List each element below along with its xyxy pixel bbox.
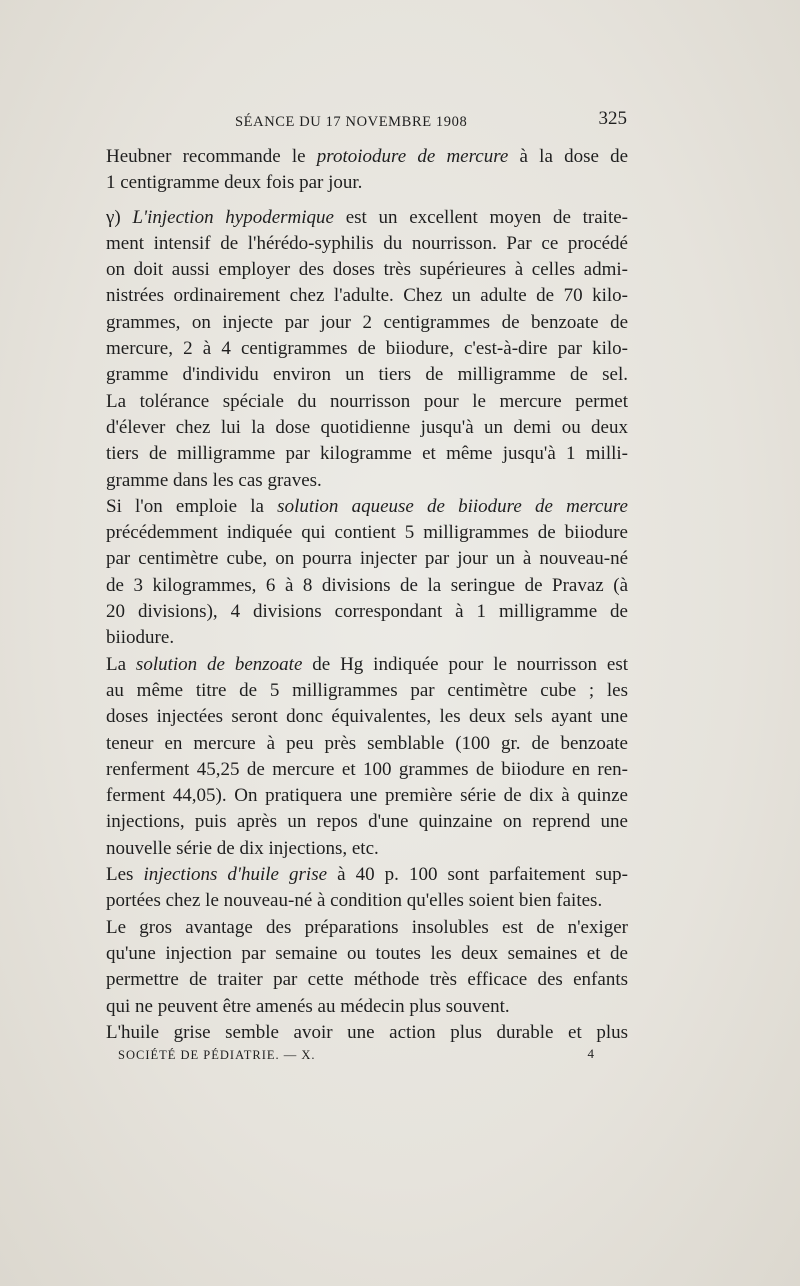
- text-line: ferment 44,05). On pratiquera une première série de dix à quinze: [106, 785, 628, 807]
- text-line: renferment 45,25 de mercure et 100 grammes de biiodure en ren-: [106, 758, 628, 780]
- text-line: d'élever chez lui la dose quotidienne jusqu'à un demi ou deux: [106, 416, 628, 438]
- text-line: La tolérance spéciale du nourrisson pour le mercure permet: [106, 390, 628, 412]
- text-line: permettre de traiter par cette méthode très efficace des enfants: [106, 969, 628, 991]
- text-line: nouvelle série de dix injections, etc.: [106, 837, 379, 859]
- text-line: Les injections d'huile grise à 40 p. 100 sont parfaitement sup-: [106, 864, 628, 886]
- body-text: [106, 144, 628, 1046]
- signature-text: SOCIÉTÉ DE PÉDIATRIE. — X.: [118, 1048, 316, 1062]
- text-line: ment intensif de l'hérédo-syphilis du nourrisson. Par ce procédé: [106, 232, 628, 254]
- running-title: SÉANCE DU 17 NOVEMBRE 1908: [235, 114, 468, 130]
- text-line: biiodure.: [106, 627, 175, 649]
- text-line: par centimètre cube, on pourra injecter par jour un à nouveau-né: [106, 548, 628, 570]
- text-line: de 3 kilogrammes, 6 à 8 divisions de la seringue de Pravaz (à: [106, 574, 628, 596]
- text-line: teneur en mercure à peu près semblable (100 gr. de benzoate: [106, 732, 628, 754]
- text-line: on doit aussi employer des doses très supérieures à celles admi-: [106, 259, 628, 281]
- text-line: portées chez le nouveau-né à condition qu'elles soient bien faites.: [106, 890, 603, 912]
- text-line: précédemment indiquée qui contient 5 milligrammes de biiodure: [106, 522, 628, 544]
- text-line: 20 divisions), 4 divisions correspondant à 1 milligramme de: [106, 601, 628, 623]
- text-line: doses injectées seront donc équivalentes, les deux sels ayant une: [106, 706, 628, 728]
- text-line: Le gros avantage des préparations insolubles est de n'exiger: [106, 916, 628, 938]
- running-head: [105, 108, 627, 134]
- text-line: gramme d'individu environ un tiers de milligramme de sel.: [106, 364, 628, 386]
- text-line: tiers de milligramme par kilogramme et même jusqu'à 1 milli-: [106, 443, 628, 465]
- text-line: mercure, 2 à 4 centigrammes de biiodure, c'est-à-dire par kilo-: [106, 338, 628, 360]
- text-line: au même titre de 5 milligrammes par centimètre cube ; les: [106, 679, 628, 701]
- text-line: grammes, on injecte par jour 2 centigrammes de benzoate de: [106, 311, 628, 333]
- text-line: injections, puis après un repos d'une quinzaine on reprend une: [106, 811, 628, 833]
- text-line: La solution de benzoate de Hg indiquée pour le nourrisson est: [106, 653, 628, 675]
- text-line: L'huile grise semble avoir une action plus durable et plus: [106, 1021, 628, 1043]
- text-line: γ) L'injection hypodermique est un excellent moyen de traite-: [106, 206, 628, 228]
- text-line: Si l'on emploie la solution aqueuse de biiodure de mercure: [106, 495, 628, 517]
- text-line: gramme dans les cas graves.: [106, 469, 322, 491]
- text-line: Heubner recommande le protoiodure de mercure à la dose de: [106, 146, 629, 167]
- text-line: nistrées ordinairement chez l'adulte. Chez un adulte de 70 kilo-: [106, 285, 628, 307]
- text-line: 1 centigramme deux fois par jour.: [106, 172, 363, 194]
- page-number: 325: [598, 108, 627, 129]
- signature-number: 4: [587, 1046, 594, 1061]
- signature-mark: [118, 1048, 594, 1068]
- text-line: qui ne peuvent être amenés au médecin plus souvent.: [106, 995, 510, 1017]
- text-line: qu'une injection par semaine ou toutes les deux semaines et de: [106, 942, 628, 964]
